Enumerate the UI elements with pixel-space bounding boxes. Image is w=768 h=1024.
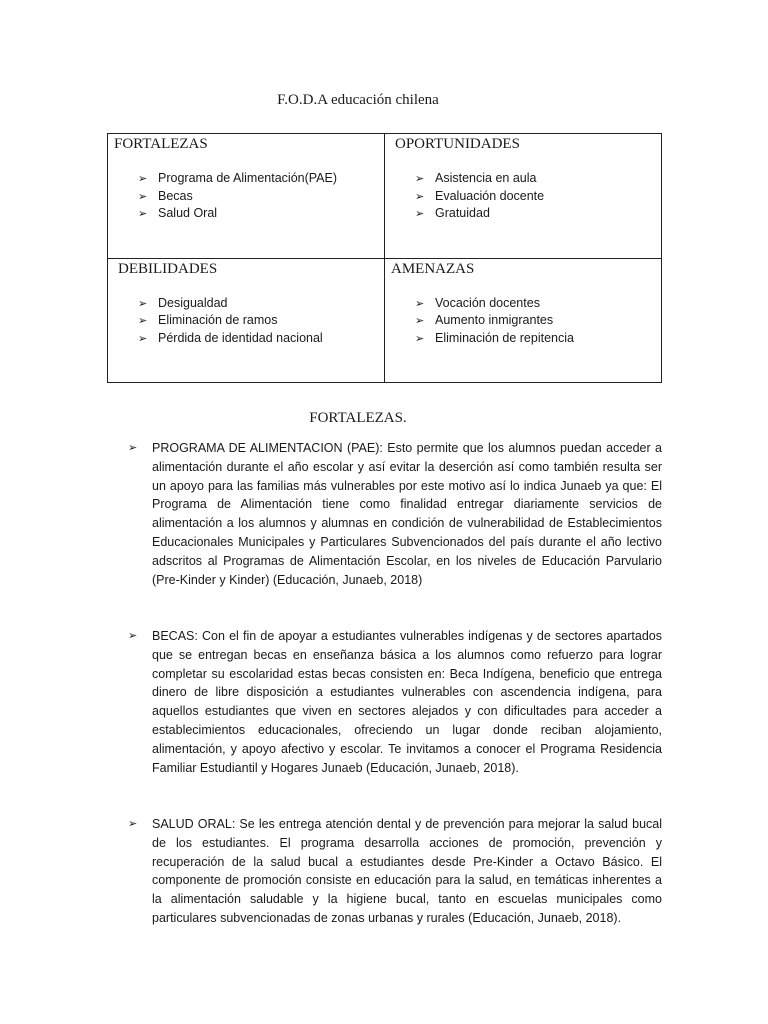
arrow-bullet-icon: ➢ [128,629,138,642]
fortalezas-list [108,170,384,223]
list-item: ➢ Pérdida de identidad nacional [138,330,384,348]
section-heading: FORTALEZAS. [309,410,407,426]
list-item: ➢ Aumento inmigrantes [415,312,661,330]
list-item: ➢ Asistencia en aula [415,170,661,188]
fortalezas-cell [108,134,385,259]
paragraph-becas [128,627,662,777]
arrow-bullet-icon: ➢ [128,441,138,454]
paragraph-salud-oral [128,815,662,928]
amenazas-heading: AMENAZAS [391,260,475,277]
amenazas-list [385,295,661,348]
list-item: ➢ Vocación docentes [415,295,661,313]
debilidades-heading: DEBILIDADES [118,260,218,277]
list-item: ➢ Becas [138,188,384,206]
debilidades-cell [108,258,385,383]
paragraph-text: SALUD ORAL: Se les entrega atención dental y de prevención para mejorar la salud bucal de los estudiantes. El programa desarrolla acciones de promoción, prevención y recuperación de la salud bucal a estudiantes desde Pre-Kinder a Octavo Básico. El componente de promoción consiste en educación para la salud, en temáticas inherentes a la alimentación saludable y la higiene bucal, tanto en escuelas municipales como particulares subvencionadas de zonas urbanas y rurales (Educación, Junaeb, 2018). [152,817,662,925]
arrow-bullet-icon: ➢ [128,817,138,830]
list-item: ➢ Evaluación docente [415,188,661,206]
amenazas-cell [385,258,662,383]
list-item: ➢ Salud Oral [138,205,384,223]
oportunidades-list [385,170,661,223]
fortalezas-heading: FORTALEZAS [114,136,208,152]
oportunidades-heading: OPORTUNIDADES [395,136,520,152]
document-title: F.O.D.A educación chilena [277,92,439,108]
paragraph-text: PROGRAMA DE ALIMENTACION (PAE): Esto permite que los alumnos puedan acceder a alimentación durante el año escolar y así evitar la deserción así como también resulta ser un apoyo para las familias más vulnerables por este motivo así lo indica Junaeb ya que: El Programa de Alimentación tiene como finalidad entregar diariamente servicios de alimentación a los alumnos y alumnas en condición de vulnerabilidad de Establecimientos Educacionales Municipales y Particulares Subvencionados del país durante el año lectivo adscritos al Programas de Alimentación Escolar, en los niveles de Educación Parvulario (Pre-Kinder y Kinder) (Educación, Junaeb, 2018) [152,441,662,587]
oportunidades-cell [385,134,662,259]
paragraph-pae [128,439,662,589]
list-item: ➢ Programa de Alimentación(PAE) [138,170,384,188]
paragraph-text: BECAS: Con el fin de apoyar a estudiantes vulnerables indígenas y de sectores apartados que se entregan becas en enseñanza básica a los alumnos como refuerzo para lograr completar su escolaridad estas becas consisten en: Beca Indígena, beneficio que entrega dinero de libre disposición a estudiantes vulnerables con ascendencia indígena, para aquellos estudiantes que viven en sectores alejados y con dificultades para acceder a establecimientos educacionales, ofreciendo un lugar donde reciban alojamiento, alimentación, y apoyo afectivo y escolar. Te invitamos a conocer el Programa Residencia Familiar Estudiantil y Hogares Junaeb (Educación, Junaeb, 2018). [152,629,662,775]
list-item: ➢ Desigualdad [138,295,384,313]
list-item: ➢ Gratuidad [415,205,661,223]
list-item: ➢ Eliminación de ramos [138,312,384,330]
debilidades-list [108,295,384,348]
foda-table [107,133,662,383]
list-item: ➢ Eliminación de repitencia [415,330,661,348]
